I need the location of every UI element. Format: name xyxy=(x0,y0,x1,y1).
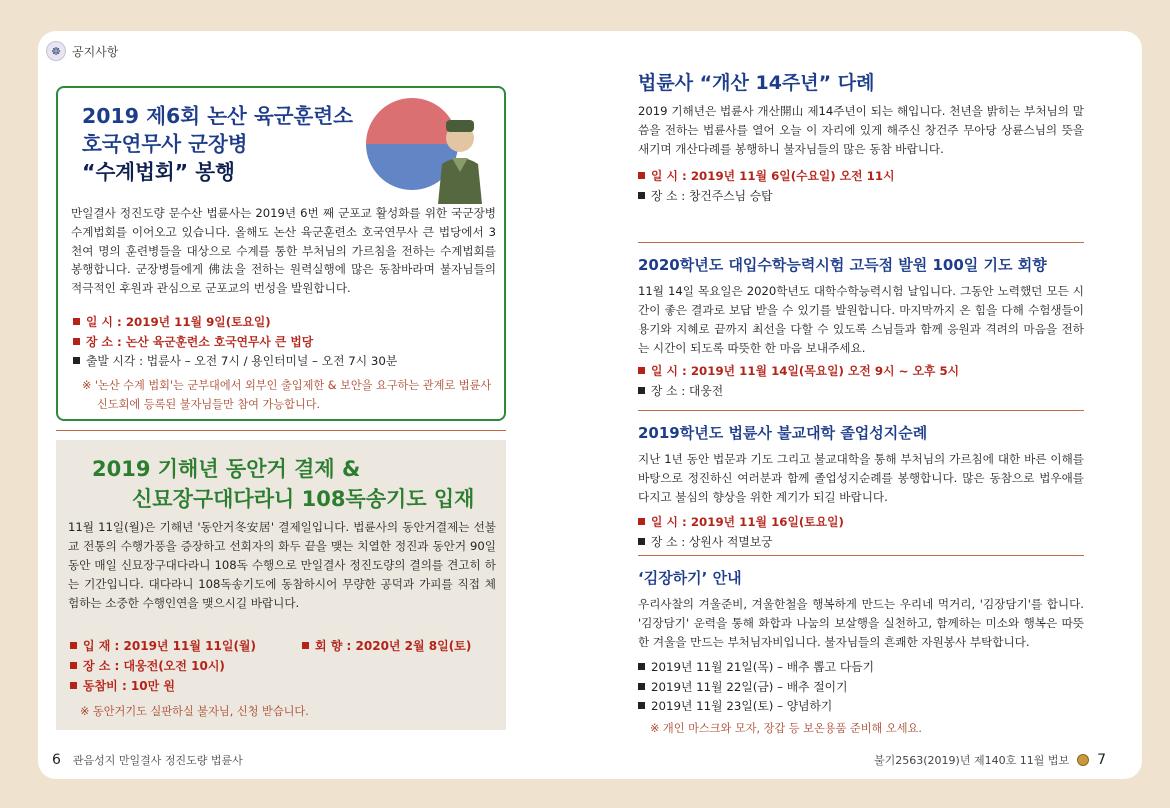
box2-fee: 동참비 : 10만 원 xyxy=(70,676,498,696)
bullet-icon xyxy=(638,172,645,179)
left-divider xyxy=(56,430,506,431)
sec4-item: 2019년 11월 22일(금) – 배추 절이기 xyxy=(638,678,1084,698)
box2-place: 장 소 : 대웅전(오전 10시) xyxy=(70,656,498,676)
sec3-date: 일 시 : 2019년 11월 16일(토요일) xyxy=(638,513,1084,533)
bullet-icon xyxy=(638,518,645,525)
sec4-body: 우리사찰의 겨울준비, 겨울한철을 행복하게 만드는 우리네 먹거리, '김장담기'를 합니다. '김장담기' 운력을 통해 화합과 나눔의 보살행을 실천하고, 함께하는 미소와 행복은 따뜻한 겨울을 만드는 부처님자비입니다. 불자님들의 흔쾌한 자원봉사 부탁합니다. xyxy=(638,597,1084,649)
box1-title-line-2: 호국연무사 군장병 xyxy=(82,132,248,156)
right-divider-2 xyxy=(638,410,1084,411)
bullet-icon xyxy=(638,367,645,374)
sec4-item: 2019년 11월 23일(토) – 양념하기 xyxy=(638,697,1084,717)
footer-left-text: 관음성지 만일결사 정진도량 법륜사 xyxy=(72,754,243,767)
bullet-icon xyxy=(73,338,80,345)
bullet-icon xyxy=(638,538,645,545)
section-label: 공지사항 xyxy=(72,44,119,59)
notice-box-winter-retreat xyxy=(56,440,506,730)
bullet-icon xyxy=(302,642,309,649)
right-divider-1 xyxy=(638,242,1084,243)
temple-logo-icon: ☸ xyxy=(46,41,66,61)
sec2-date: 일 시 : 2019년 11월 14일(목요일) 오전 9시 ~ 오후 5시 xyxy=(638,362,1084,382)
box2-title-line-2: 신묘장구대다라니 108독송기도 입재 xyxy=(132,487,475,511)
sec1-place: 장 소 : 창건주스님 승탑 xyxy=(638,187,1084,207)
bullet-icon xyxy=(70,682,77,689)
sec4-item: 2019년 11월 21일(목) – 배추 뽑고 다듬기 xyxy=(638,658,1084,678)
footer-right xyxy=(874,752,1106,768)
page-number-left: 6 xyxy=(52,752,61,768)
box1-departure: 출발 시각 : 법륜사 – 오전 7시 / 용인터미널 – 오전 7시 30분 xyxy=(73,352,498,372)
box2-body: 11월 11일(월)은 기해년 '동안거冬安居' 결제일입니다. 법륜사의 동안거결제는 선불교 전통의 수행가풍을 증장하고 선회자의 화두 끝을 맺는 치열한 정진과 동안거 90일 동안 매일 신묘장구대다라니 108독 수행으로 만일결사 정진도량의 결의를 견고히 하는 기간입니다. 대다라니 108독송기도에 동참하시어 무량한 공덕과 가피를 직접 체험하는 소중한 수행인연을 맺으시길 바랍니다. xyxy=(68,520,496,610)
bullet-icon xyxy=(638,663,645,670)
sec1-date: 일 시 : 2019년 11월 6일(수요일) 오전 11시 xyxy=(638,167,1084,187)
box1-note: ※ '논산 수계 법회'는 군부대에서 외부인 출입제한 & 보안을 요구하는 관계로 법륜사 신도회에 등록된 불자님들만 참여 가능합니다. xyxy=(82,378,492,411)
box1-title-line-3: “수계법회” 봉행 xyxy=(82,160,235,184)
page-number-right: 7 xyxy=(1097,752,1106,768)
box2-title xyxy=(56,454,506,514)
bullet-icon xyxy=(70,642,77,649)
sec4-title: ‘김장하기’ 안내 xyxy=(638,569,742,587)
sec2-body: 11월 14일 목요일은 2020학년도 대학수학능력시험 날입니다. 그동안 노력했던 모든 시간이 좋은 결과로 보답 받을 수 있기를 발원합니다. 마지막까지 온 힘을 다해 수험생들이 용기와 지혜로 끝까지 최선을 다할 수 있도록 스님들과 함께 응원과 격려의 마음을 전하는 시간이 되도록 따뜻한 한 마음 보내주세요. xyxy=(638,284,1084,355)
sec1-body: 2019 기해년은 법륜사 개산開山 제14주년이 되는 해입니다. 천년을 밝히는 부처님의 말씀을 전하는 법륜사를 열어 오늘 이 자리에 있게 해주신 창건주 무아당 상륜스님의 뜻을 새기며 개산다례를 봉행하니 불자님들의 많은 동참 바랍니다. xyxy=(638,104,1084,156)
box2-details xyxy=(70,636,498,721)
bullet-icon xyxy=(70,662,77,669)
sec1-details xyxy=(638,167,1084,206)
sec3-body: 지난 1년 동안 법문과 기도 그리고 불교대학을 통해 부처님의 가르침에 대한 바른 이해를 바탕으로 정진하신 여러분과 함께 졸업성지순례를 봉행합니다. 많은 동참으로 법우애를 다지고 불심의 향상을 위한 계기가 되길 바랍니다. xyxy=(638,452,1084,504)
sec1-title: 법륜사 “개산 14주년” 다례 xyxy=(638,72,875,94)
box1-title-line-1: 2019 제6회 논산 육군훈련소 xyxy=(82,104,353,128)
sec4-details xyxy=(638,658,1084,738)
sec2-title: 2020학년도 대입수학능력시험 고득점 발원 100일 기도 회향 xyxy=(638,256,1047,274)
sec2-details xyxy=(638,362,1084,401)
box2-title-line-1: 2019 기해년 동안거 결제 & xyxy=(92,457,361,481)
notice-graduation-pilgrimage xyxy=(638,422,1084,552)
sec2-place: 장 소 : 대웅전 xyxy=(638,382,1084,402)
notice-anniversary xyxy=(638,70,1084,206)
sec4-note: ※ 개인 마스크와 모자, 장갑 등 보온용품 준비해 오세요. xyxy=(650,721,922,735)
sec3-place: 장 소 : 상원사 적멸보궁 xyxy=(638,533,1084,553)
section-header xyxy=(46,38,118,64)
box1-details xyxy=(73,313,498,414)
bullet-icon xyxy=(638,192,645,199)
sec3-title: 2019학년도 법륜사 불교대학 졸업성지순례 xyxy=(638,424,928,442)
box2-ipjae: 입 재 : 2019년 11월 11일(월) xyxy=(70,636,302,656)
bullet-icon xyxy=(638,387,645,394)
box2-note: ※ 동안거기도 실판하실 불자님, 신청 받습니다. xyxy=(80,705,309,718)
sec3-details xyxy=(638,513,1084,552)
footer-right-text: 불기2563(2019)년 제140호 11월 법보 xyxy=(874,754,1070,767)
bullet-icon xyxy=(638,702,645,709)
bullet-icon xyxy=(73,318,80,325)
footer-left xyxy=(52,752,243,768)
box2-schedule-row xyxy=(70,636,498,656)
notice-kimchi-making xyxy=(638,567,1084,738)
soldier-flag-illustration xyxy=(352,94,502,204)
bullet-icon xyxy=(638,683,645,690)
right-divider-3 xyxy=(638,555,1084,556)
emblem-icon xyxy=(1077,754,1089,766)
box1-body: 만일결사 정진도량 문수산 법륜사는 2019년 6번 째 군포교 활성화를 위한 국군장병 수계법회를 이어오고 있습니다. 올해도 논산 육군훈련소 호국연무사 큰 법당에서 3천여 명의 훈련병들을 대상으로 수계를 통한 부처님의 가르침을 전하는 수계법회를 봉행합니다. 군장병들에게 佛法을 전하는 원력실행에 많은 동참바라며 불자님들의 적극적인 후원과 관심으로 군포교의 번성을 발원합니다. xyxy=(71,206,496,296)
bullet-icon xyxy=(73,357,80,364)
box2-hoehyang: 회 향 : 2020년 2월 8일(토) xyxy=(302,636,471,656)
notice-box-military-precepts xyxy=(56,86,506,421)
box1-place: 장 소 : 논산 육군훈련소 호국연무사 큰 법당 xyxy=(73,333,498,353)
notice-exam-prayer xyxy=(638,254,1084,401)
box1-title xyxy=(82,102,353,186)
box1-date: 일 시 : 2019년 11월 9일(토요일) xyxy=(73,313,498,333)
